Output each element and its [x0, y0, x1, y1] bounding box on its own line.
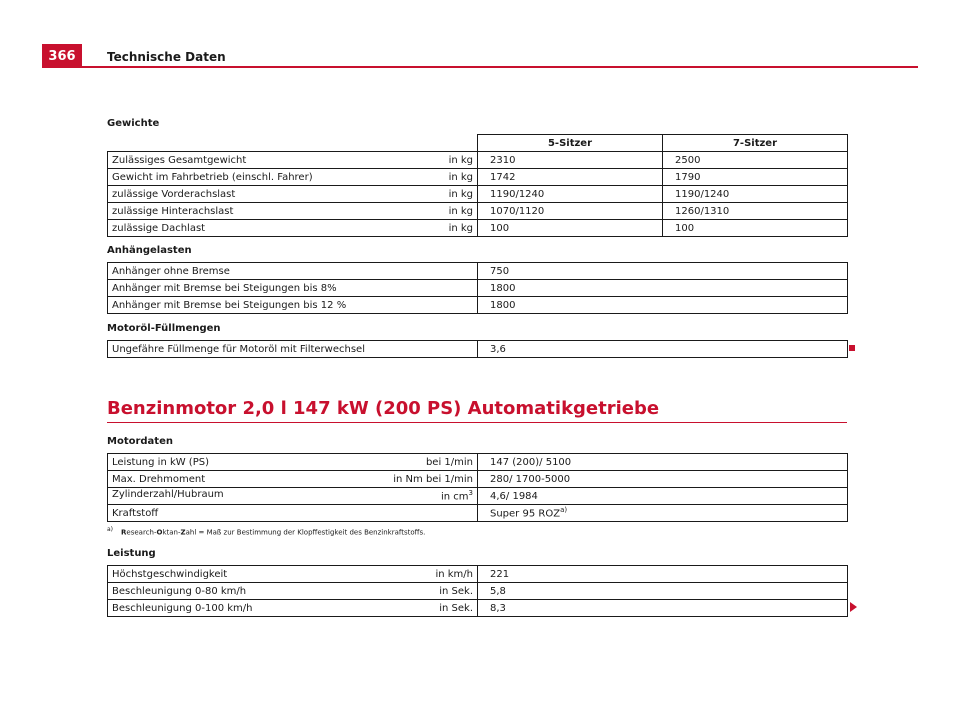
value-5-sitzer: 1070/1120 — [478, 203, 663, 220]
row-label: Zulässiges Gesamtgewicht — [112, 154, 247, 166]
row-value: 1800 — [478, 280, 848, 297]
table-row — [108, 600, 848, 617]
row-label: Gewicht im Fahrbetrieb (einschl. Fahrer) — [112, 171, 313, 183]
row-value: 1800 — [478, 297, 848, 314]
footnote-text: esearch- — [126, 528, 157, 537]
row-label-cell — [108, 152, 478, 169]
table-row — [108, 505, 848, 522]
oil-capacity-table — [107, 340, 848, 358]
row-value: 5,8 — [478, 583, 848, 600]
row-unit: in kg — [448, 205, 473, 217]
row-value: 750 — [478, 263, 848, 280]
section-title-motoroel: Motoröl-Füllmengen — [107, 323, 221, 334]
row-label: zulässige Hinterachslast — [112, 205, 234, 217]
row-label: Anhänger mit Bremse bei Steigungen bis 12 % — [108, 297, 478, 314]
value-7-sitzer: 100 — [663, 220, 848, 237]
row-label-cell — [108, 220, 478, 237]
row-label: Höchstgeschwindigkeit — [112, 568, 228, 580]
row-label: Zylinderzahl/Hubraum — [112, 489, 224, 501]
row-label: Beschleunigung 0-80 km/h — [112, 585, 247, 597]
row-value-cell — [478, 505, 848, 522]
value-5-sitzer: 100 — [478, 220, 663, 237]
footnote-text: ktan- — [162, 528, 181, 537]
header-blank-cell — [108, 135, 478, 152]
row-unit: in Nm bei 1/min — [393, 473, 473, 485]
table-row — [108, 186, 848, 203]
row-unit: in kg — [448, 154, 473, 166]
section-title-anhaengelasten: Anhängelasten — [107, 245, 192, 256]
table-row — [108, 263, 848, 280]
row-label: Leistung in kW (PS) — [112, 456, 209, 468]
row-label: Kraftstoff — [112, 507, 159, 519]
row-unit-wrap — [441, 489, 473, 502]
row-unit: bei 1/min — [425, 456, 473, 468]
footnote-reference: a) — [560, 506, 568, 515]
row-label-cell — [108, 186, 478, 203]
row-label: zulässige Vorderachslast — [112, 188, 236, 200]
value-7-sitzer: 1260/1310 — [663, 203, 848, 220]
footnote-initial: Z — [180, 528, 186, 537]
value-5-sitzer: 1190/1240 — [478, 186, 663, 203]
row-value: 221 — [478, 566, 848, 583]
row-label-cell — [108, 203, 478, 220]
table-row — [108, 471, 848, 488]
page-title: Technische Daten — [107, 50, 226, 64]
row-label: Anhänger ohne Bremse — [108, 263, 478, 280]
row-label-cell — [108, 566, 478, 583]
row-value: 4,6/ 1984 — [478, 488, 848, 505]
row-value: 147 (200)/ 5100 — [478, 454, 848, 471]
heading-divider — [107, 422, 847, 423]
table-row — [108, 280, 848, 297]
row-label-cell — [108, 600, 478, 617]
header-divider — [82, 66, 918, 68]
row-unit: in kg — [448, 188, 473, 200]
footnote-marker: a) — [107, 526, 114, 533]
section-end-marker — [849, 345, 855, 351]
row-label: Anhänger mit Bremse bei Steigungen bis 8% — [108, 280, 478, 297]
unit-superscript: 3 — [468, 489, 473, 498]
value-5-sitzer: 2310 — [478, 152, 663, 169]
row-label-cell — [108, 471, 478, 488]
row-value: 8,3 — [478, 600, 848, 617]
table-row — [108, 203, 848, 220]
row-label-cell — [108, 169, 478, 186]
value-7-sitzer: 2500 — [663, 152, 848, 169]
engine-data-table — [107, 453, 848, 522]
row-unit: in kg — [448, 222, 473, 234]
value-7-sitzer: 1790 — [663, 169, 848, 186]
table-row — [108, 341, 848, 358]
page-number: 366 — [42, 44, 82, 68]
column-header-7-sitzer: 7-Sitzer — [663, 135, 848, 152]
row-unit: in cm — [440, 491, 469, 503]
value-7-sitzer: 1190/1240 — [663, 186, 848, 203]
table-row — [108, 297, 848, 314]
row-label: Beschleunigung 0-100 km/h — [112, 602, 253, 614]
row-label: Max. Drehmoment — [112, 473, 206, 485]
row-label: zulässige Dachlast — [112, 222, 206, 234]
row-value: Super 95 ROZ — [490, 508, 561, 520]
row-unit: in Sek. — [439, 602, 473, 614]
row-unit: in Sek. — [439, 585, 473, 597]
row-label-cell — [108, 583, 478, 600]
section-title-gewichte: Gewichte — [107, 118, 160, 129]
table-row — [108, 152, 848, 169]
table-header-row — [108, 135, 848, 152]
trailer-loads-table — [107, 262, 848, 314]
footnote — [107, 526, 425, 536]
section-title-leistung: Leistung — [107, 548, 156, 559]
table-row — [108, 169, 848, 186]
row-value: 280/ 1700-5000 — [478, 471, 848, 488]
row-value: 3,6 — [478, 341, 848, 358]
footnote-text: ahl = Maß zur Bestimmung der Klopffestigkeit des Benzinkraftstoffs. — [185, 528, 426, 537]
table-row — [108, 220, 848, 237]
footnote-initial: R — [121, 528, 127, 537]
row-label-cell — [108, 505, 478, 522]
performance-table — [107, 565, 848, 617]
table-row — [108, 583, 848, 600]
row-label-cell — [108, 454, 478, 471]
footnote-initial: O — [156, 528, 163, 537]
row-label: Ungefähre Füllmenge für Motoröl mit Filterwechsel — [108, 341, 478, 358]
table-row — [108, 488, 848, 505]
table-row — [108, 566, 848, 583]
row-unit: in kg — [448, 171, 473, 183]
weights-table — [107, 134, 848, 237]
value-5-sitzer: 1742 — [478, 169, 663, 186]
continue-arrow-icon — [850, 602, 857, 612]
section-title-motordaten: Motordaten — [107, 436, 173, 447]
row-unit: in km/h — [435, 568, 473, 580]
engine-section-heading: Benzinmotor 2,0 l 147 kW (200 PS) Automatikgetriebe — [107, 398, 660, 419]
row-label-cell — [108, 488, 478, 505]
column-header-5-sitzer: 5-Sitzer — [478, 135, 663, 152]
table-row — [108, 454, 848, 471]
